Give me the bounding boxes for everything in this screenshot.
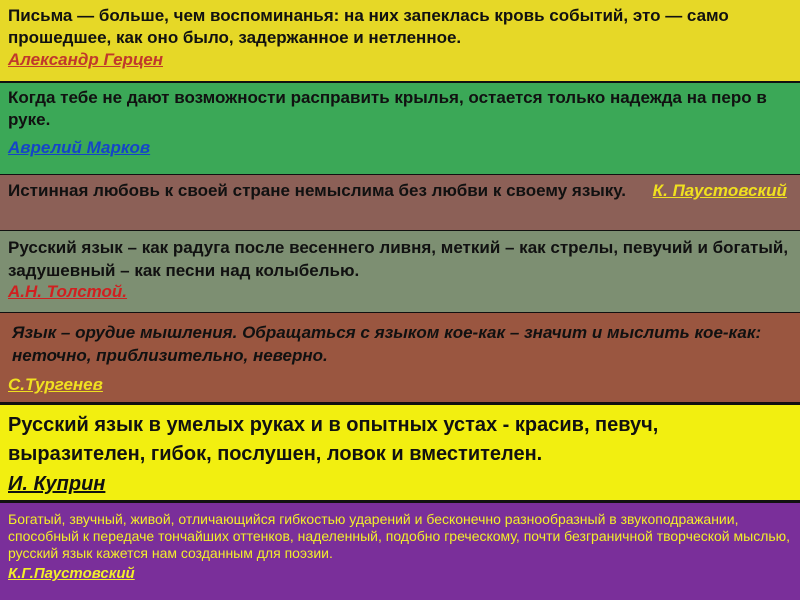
quote-block-paustovsky-2 — [0, 503, 800, 600]
quote-text: Когда тебе не дают возможности расправить крылья, остается только надежда на перо в руке. — [8, 88, 767, 129]
quote-block-paustovsky-1 — [0, 175, 800, 231]
quote-block-herzen — [0, 0, 800, 83]
quote-text: Русский язык – как радуга после весеннего ливня, меткий – как стрелы, певучий и богатый, задушевный – как песни над колыбелью. — [8, 238, 789, 280]
quote-author-link[interactable]: Аврелий Марков — [8, 138, 151, 157]
quote-block-turgenev — [0, 313, 800, 403]
quote-author-link[interactable]: И. Куприн — [8, 473, 106, 495]
quote-text: Богатый, звучный, живой, отличающийся гибкостью ударений и бесконечно разнообразный в звукоподражании, способный к передаче тончайших оттенков, наделенный, подобно греческому, почти безграничной творческой мыслью, русский язык кажется нам созданным для поэзии. — [8, 511, 791, 561]
quote-block-tolstoy — [0, 231, 800, 313]
quote-author-link[interactable]: К. Паустовский — [652, 181, 787, 200]
quote-text: Письма — больше, чем воспоминанья: на них запеклась кровь событий, это — само прошедшее, как оно было, задержанное и нетленное. — [8, 6, 729, 47]
quote-author-link[interactable]: Александр Герцен — [8, 50, 163, 69]
quote-author-link[interactable]: С.Тургенев — [8, 375, 103, 394]
quote-block-kuprin — [0, 405, 800, 500]
quote-text: Русский язык в умелых руках и в опытных устах - красив, певуч, выразителен, гибок, послушен, ловок и вместителен. — [8, 414, 659, 465]
quote-text: Язык – орудие мышления. Обращаться с языком кое-как – значит и мыслить кое-как: неточно, приблизительно, неверно. — [12, 323, 762, 365]
quote-author-link[interactable]: К.Г.Паустовский — [8, 565, 135, 582]
quote-block-markov — [0, 83, 800, 175]
quote-author-link[interactable]: А.Н. Толстой. — [8, 282, 128, 301]
quote-text: Истинная любовь к своей стране немыслима без любви к своему языку. — [8, 181, 626, 200]
